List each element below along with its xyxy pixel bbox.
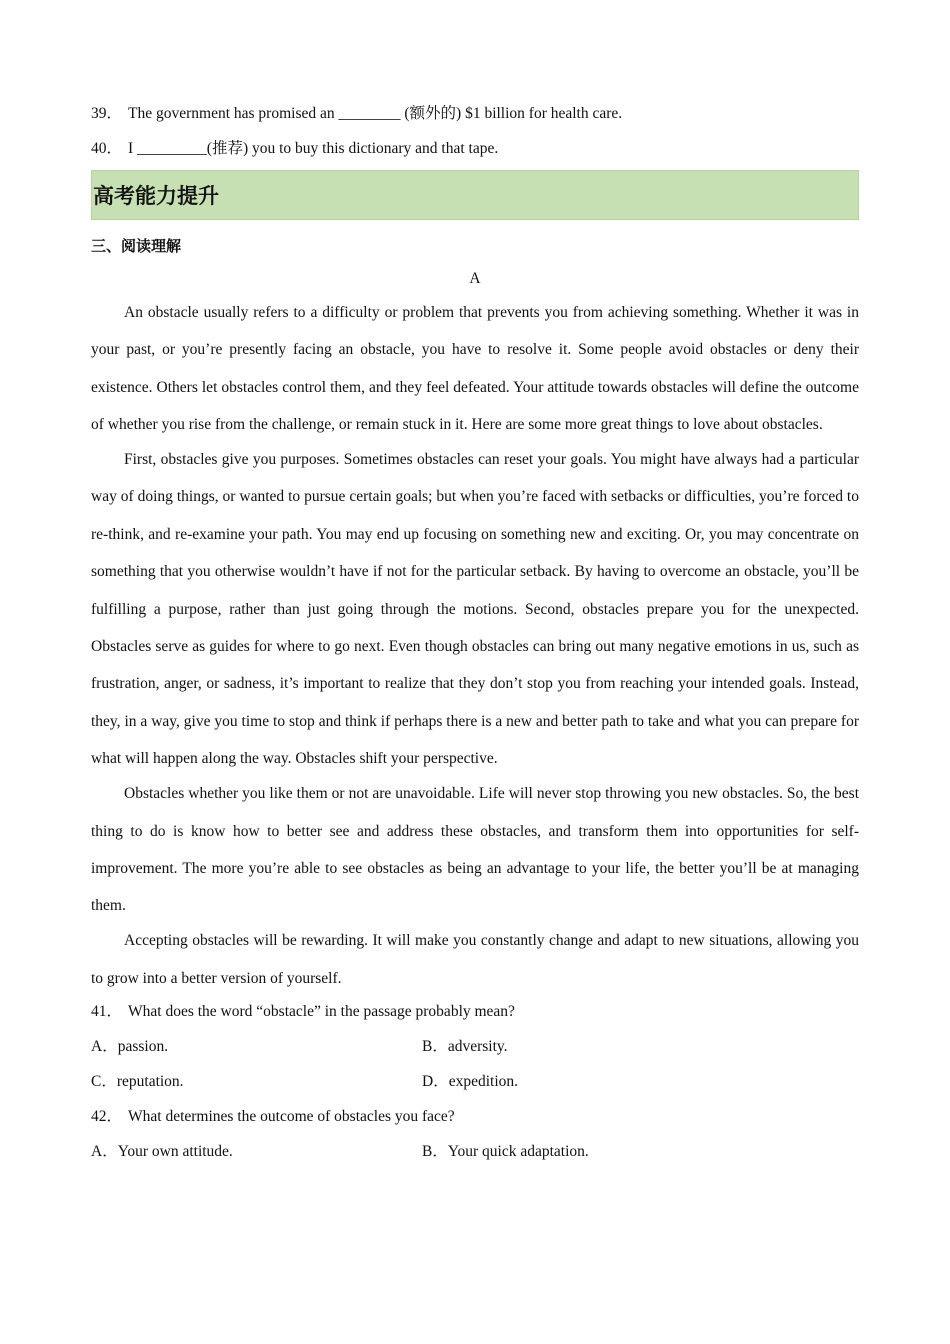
fill-in-item-39 <box>91 96 859 131</box>
passage-paragraph: An obstacle usually refers to a difficulty or problem that prevents you from achieving something. Whether it was in your past, or you’re presently facing an obstacle, you have to resolve it. Some people avoid obstacles or deny their existence. Others let obstacles control them, and they feel defeated. Your attitude towards obstacles will define the outcome of whether you rise from the challenge, or remain stuck in it. Here are some more great things to love about obstacles. <box>91 304 859 434</box>
question-number: 42． <box>91 1108 123 1126</box>
passage-paragraph: Accepting obstacles will be rewarding. It will make you constantly change and adapt to new situations, allowing you to grow into a better version of yourself. <box>91 932 859 987</box>
option-d[interactable] <box>422 1064 753 1099</box>
item-number: 39． <box>91 105 123 122</box>
options-row <box>91 1029 859 1064</box>
option-text: reputation. <box>116 1073 184 1091</box>
section-heading: 三、阅读理解 <box>91 237 182 255</box>
option-key: A． <box>91 1038 118 1056</box>
document-page <box>91 96 859 1169</box>
item-text: I _________(推荐) you to buy this dictionary and that tape. <box>128 140 499 157</box>
option-text: expedition. <box>448 1073 519 1091</box>
question-42 <box>91 1099 859 1134</box>
passage-label: A <box>469 270 481 287</box>
passage-paragraph: Obstacles whether you like them or not are unavoidable. Life will never stop throwing you new obstacles. So, the best thing to do is know how to better see and address these obstacles, and transform them into opportunities for self-improvement. The more you’re able to see obstacles as being an advantage to your life, the better you’ll be at managing them. <box>91 785 859 915</box>
options-row <box>91 1134 859 1169</box>
option-text: Your own attitude. <box>117 1143 233 1161</box>
option-text: Your quick adaptation. <box>447 1143 589 1161</box>
banner-title: 高考能力提升 <box>93 184 219 208</box>
item-text: The government has promised an ________ (额外的) $1 billion for health care. <box>128 105 623 122</box>
option-text: passion. <box>117 1038 169 1056</box>
option-key: D． <box>422 1073 449 1091</box>
section-banner <box>91 170 859 220</box>
option-key: B． <box>422 1143 448 1161</box>
option-key: B． <box>422 1038 448 1056</box>
question-text: What does the word “obstacle” in the passage probably mean? <box>128 1003 515 1021</box>
question-number: 41． <box>91 1003 123 1021</box>
option-key: C． <box>91 1073 117 1091</box>
option-a[interactable] <box>91 1134 422 1169</box>
option-key: A． <box>91 1143 118 1161</box>
option-a[interactable] <box>91 1029 422 1064</box>
question-41 <box>91 994 859 1029</box>
option-text: adversity. <box>447 1038 508 1056</box>
item-number: 40． <box>91 140 123 157</box>
options-row <box>91 1064 859 1099</box>
option-b[interactable] <box>422 1134 753 1169</box>
fill-in-item-40 <box>91 131 859 166</box>
passage-paragraph: First, obstacles give you purposes. Sometimes obstacles can reset your goals. You might have always had a particular way of doing things, or wanted to pursue certain goals; but when you’re faced with setbacks or difficulties, you’re forced to re-think, and re-examine your path. You may end up focusing on something new and exciting. Or, you may concentrate on something that you otherwise wouldn’t have if not for the particular setback. By having to overcome an obstacle, you’ll be fulfilling a purpose, rather than just going through the motions. Second, obstacles prepare you for the unexpected. Obstacles serve as guides for where to go next. Even though obstacles can bring out many negative emotions in us, such as frustration, anger, or sadness, it’s important to realize that they don’t stop you from reaching your intended goals. Instead, they, in a way, give you time to stop and think if perhaps there is a new and better path to take and what you can prepare for what will happen along the way. Obstacles shift your perspective. <box>91 451 859 768</box>
option-b[interactable] <box>422 1029 753 1064</box>
option-c[interactable] <box>91 1064 422 1099</box>
question-text: What determines the outcome of obstacles you face? <box>128 1108 455 1126</box>
